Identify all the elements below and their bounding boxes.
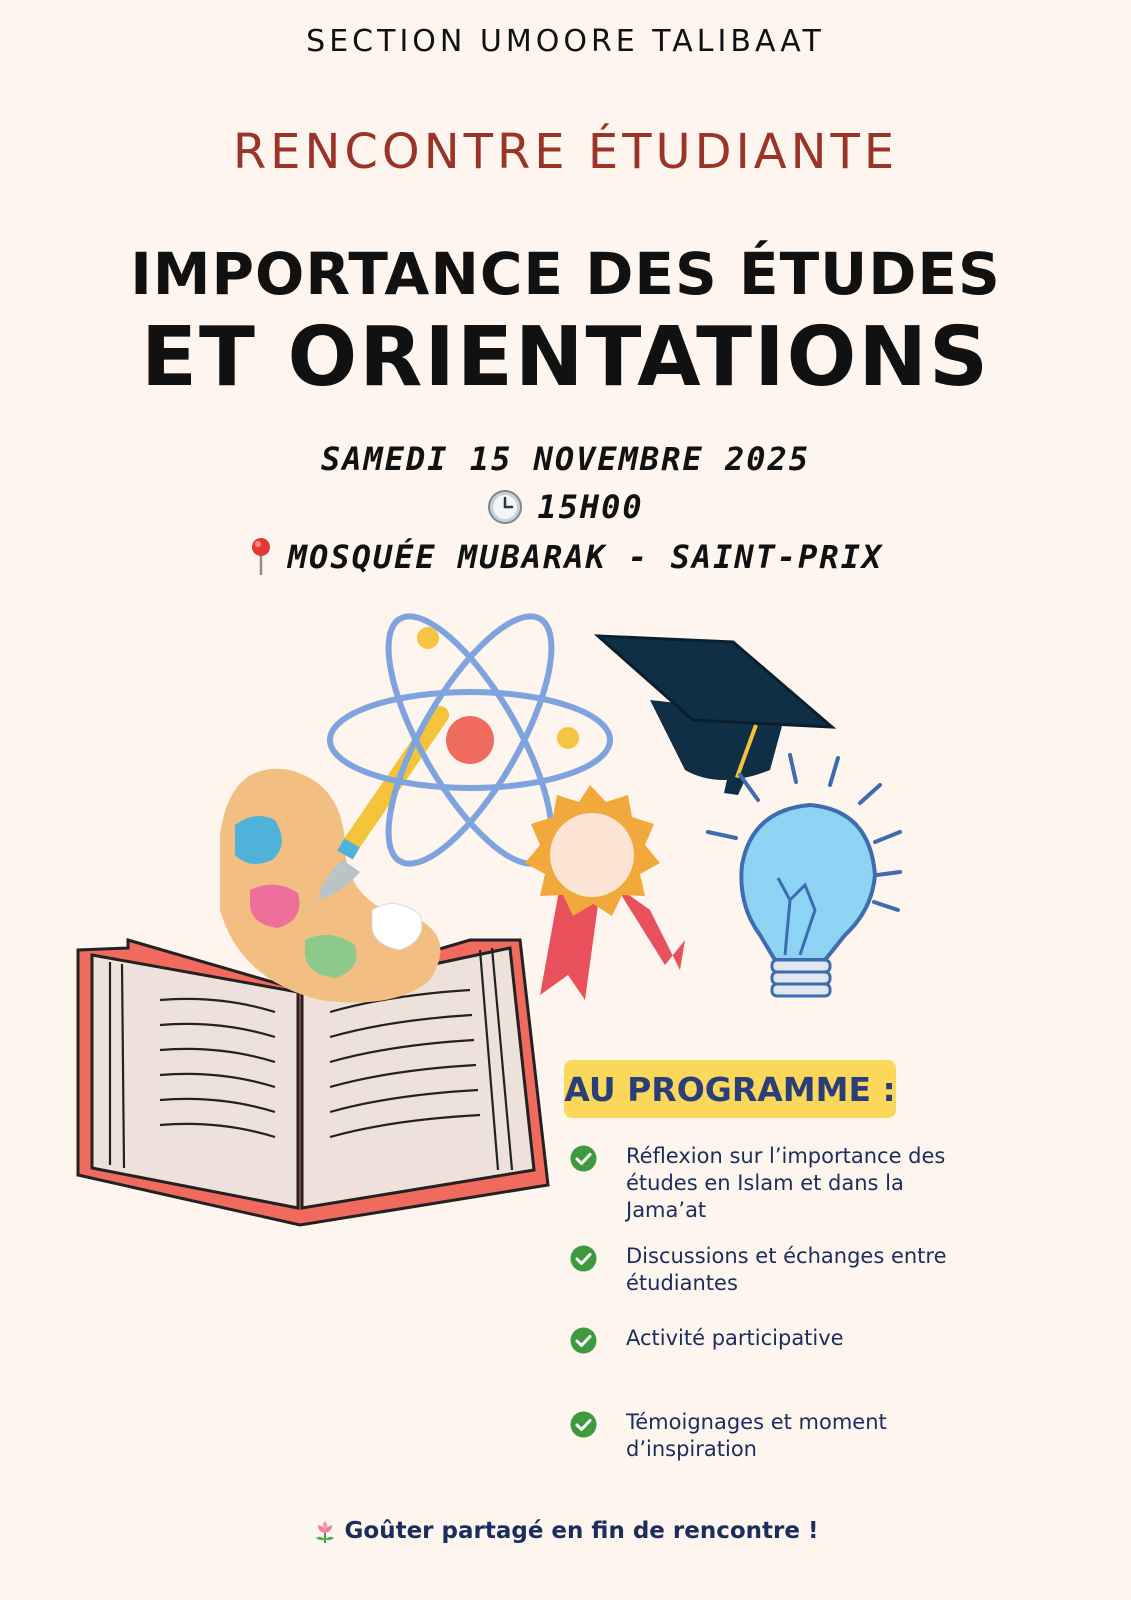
program-item bbox=[570, 1325, 1010, 1354]
check-circle-icon bbox=[570, 1411, 597, 1438]
program-item-text: Réflexion sur l’importance des études en Islam et dans la Jama’at bbox=[626, 1144, 946, 1222]
map-pin-icon bbox=[248, 537, 274, 577]
program-heading: AU PROGRAMME : bbox=[564, 1060, 896, 1118]
footer-note bbox=[0, 1518, 1131, 1544]
event-subtitle: RENCONTRE ÉTUDIANTE bbox=[232, 124, 899, 180]
flower-icon bbox=[313, 1518, 337, 1544]
main-title-line-2: ET ORIENTATIONS bbox=[141, 310, 990, 405]
program-item bbox=[570, 1409, 1010, 1463]
program-item bbox=[570, 1243, 1010, 1297]
graduation-cap bbox=[598, 636, 832, 795]
clock-icon bbox=[487, 489, 523, 525]
program-item bbox=[570, 1143, 1010, 1224]
event-date-text: SAMEDI 15 NOVEMBRE 2025 bbox=[320, 440, 811, 478]
event-time-text: 15H00 bbox=[537, 488, 644, 526]
footer-text: Goûter partagé en fin de rencontre ! bbox=[344, 1518, 819, 1544]
program-item-text: Discussions et échanges entre étudiantes bbox=[626, 1244, 947, 1295]
event-date bbox=[0, 440, 1131, 478]
event-time bbox=[0, 488, 1131, 526]
check-circle-icon bbox=[570, 1245, 597, 1272]
section-title: SECTION UMOORE TALIBAAT bbox=[306, 24, 825, 59]
event-place-text: MOSQUÉE MUBARAK - SAINT-PRIX bbox=[287, 538, 884, 576]
program-item-text: Activité participative bbox=[626, 1326, 844, 1350]
program-item-text: Témoignages et moment d’inspiration bbox=[626, 1410, 887, 1461]
event-place bbox=[0, 537, 1131, 577]
atom-nucleus bbox=[446, 716, 494, 764]
main-title-line-1: IMPORTANCE DES ÉTUDES bbox=[130, 240, 1001, 308]
check-circle-icon bbox=[570, 1145, 597, 1172]
check-circle-icon bbox=[570, 1327, 597, 1354]
